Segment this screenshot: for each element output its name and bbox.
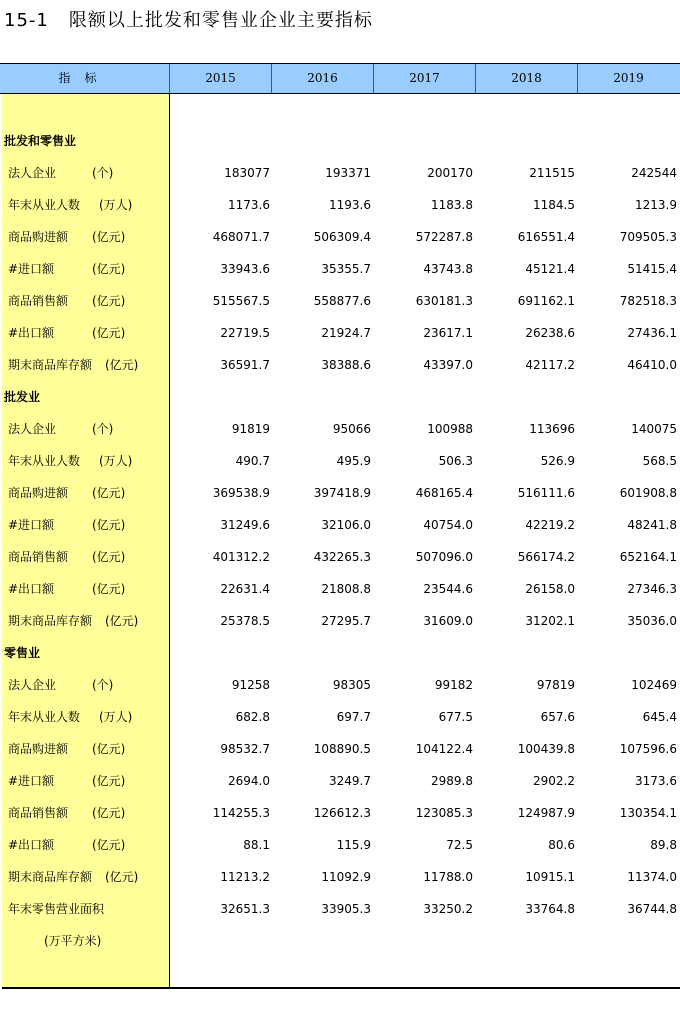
table-row [0, 706, 680, 728]
cell-value: 33905.3 [321, 902, 371, 916]
cell-value: 99182 [434, 678, 473, 692]
cell-value: 51415.4 [627, 262, 677, 276]
table-row [0, 802, 680, 824]
table-row [0, 226, 680, 248]
cell-value: 691162.1 [517, 294, 575, 308]
cell-value: 10915.1 [525, 870, 575, 884]
cell-value: 506309.4 [313, 230, 371, 244]
cell-value: 48241.8 [627, 518, 677, 532]
cell-value: 566174.2 [517, 550, 575, 564]
cell-value: 126612.3 [313, 806, 371, 820]
cell-value: 572287.8 [415, 230, 473, 244]
cell-value: 22719.5 [220, 326, 270, 340]
row-label: 商品购进额 [8, 230, 69, 244]
row-label: 法人企业 [8, 166, 57, 180]
row-label: 年末从业人数 [8, 454, 81, 468]
header-year: 2019 [577, 64, 679, 93]
cell-value: 468165.4 [415, 486, 473, 500]
cell-value: 115.9 [336, 838, 371, 852]
cell-value: 97819 [536, 678, 575, 692]
cell-value: 568.5 [642, 454, 677, 468]
cell-value: 38388.6 [321, 358, 371, 372]
cell-value: 11213.2 [220, 870, 270, 884]
cell-value: 113696 [529, 422, 575, 436]
row-label: 年末从业人数 [8, 198, 81, 212]
cell-value: 3249.7 [329, 774, 371, 788]
cell-value: 11374.0 [627, 870, 677, 884]
row-label: 期末商品库存额 [8, 870, 93, 884]
row-unit: (亿元) [92, 230, 126, 244]
row-unit: (亿元) [92, 838, 126, 852]
row-label: 期末商品库存额 [8, 358, 93, 372]
cell-value: 45121.4 [525, 262, 575, 276]
table-row [0, 514, 680, 536]
row-unit: (亿元) [92, 294, 126, 308]
cell-value: 42219.2 [525, 518, 575, 532]
cell-value: 114255.3 [212, 806, 270, 820]
header-indicator: 指标 [58, 71, 111, 85]
cell-value: 193371 [325, 166, 371, 180]
cell-value: 26238.6 [525, 326, 575, 340]
cell-value: 27346.3 [627, 582, 677, 596]
cell-value: 516111.6 [517, 486, 575, 500]
cell-value: 43397.0 [423, 358, 473, 372]
cell-value: 401312.2 [212, 550, 270, 564]
cell-value: 601908.8 [619, 486, 677, 500]
cell-value: 102469 [631, 678, 677, 692]
cell-value: 33943.6 [220, 262, 270, 276]
table-row [0, 194, 680, 216]
table-row [0, 450, 680, 472]
cell-value: 183077 [224, 166, 270, 180]
cell-value: 31249.6 [220, 518, 270, 532]
cell-value: 46410.0 [627, 358, 677, 372]
row-label: #进口额 [8, 262, 55, 276]
cell-value: 11092.9 [321, 870, 371, 884]
row-label: #出口额 [8, 838, 55, 852]
cell-value: 100988 [427, 422, 473, 436]
row-unit: (万人) [99, 710, 133, 724]
table-row [0, 322, 680, 344]
table-row [0, 930, 680, 952]
cell-value: 645.4 [642, 710, 677, 724]
cell-value: 35355.7 [321, 262, 371, 276]
cell-value: 27295.7 [321, 614, 371, 628]
table-row [0, 578, 680, 600]
cell-value: 27436.1 [627, 326, 677, 340]
row-unit: (亿元) [92, 742, 126, 756]
cell-value: 124987.9 [517, 806, 575, 820]
cell-value: 32651.3 [220, 902, 270, 916]
row-label: 商品购进额 [8, 486, 69, 500]
header-year: 2018 [475, 64, 577, 93]
cell-value: 91819 [231, 422, 270, 436]
cell-value: 657.6 [540, 710, 575, 724]
cell-value: 123085.3 [415, 806, 473, 820]
cell-value: 1183.8 [431, 198, 473, 212]
row-label: (万平方米) [44, 934, 102, 948]
header-year: 2017 [373, 64, 475, 93]
cell-value: 515567.5 [212, 294, 270, 308]
row-unit: (亿元) [92, 326, 126, 340]
cell-value: 1213.9 [635, 198, 677, 212]
cell-value: 495.9 [336, 454, 371, 468]
cell-value: 23544.6 [423, 582, 473, 596]
cell-value: 107596.6 [619, 742, 677, 756]
table-row [0, 738, 680, 760]
cell-value: 2989.8 [431, 774, 473, 788]
cell-value: 211515 [529, 166, 575, 180]
cell-value: 140075 [631, 422, 677, 436]
table-row [0, 834, 680, 856]
table-number: 15-1 [4, 10, 49, 31]
cell-value: 33250.2 [423, 902, 473, 916]
row-unit: (个) [92, 678, 114, 692]
header-year: 2016 [271, 64, 373, 93]
row-label: 商品购进额 [8, 742, 69, 756]
table-header [0, 63, 680, 94]
row-unit: (万人) [99, 198, 133, 212]
row-unit: (个) [92, 166, 114, 180]
cell-value: 95066 [332, 422, 371, 436]
cell-value: 108890.5 [313, 742, 371, 756]
cell-value: 88.1 [243, 838, 270, 852]
cell-value: 36591.7 [220, 358, 270, 372]
cell-value: 35036.0 [627, 614, 677, 628]
cell-value: 89.8 [650, 838, 677, 852]
cell-value: 490.7 [235, 454, 270, 468]
row-label: #出口额 [8, 582, 55, 596]
section-header [0, 130, 680, 152]
cell-value: 432265.3 [313, 550, 371, 564]
table-title: 限额以上批发和零售业企业主要指标 [68, 10, 373, 31]
table-bottom-rule [2, 987, 680, 989]
cell-value: 2694.0 [228, 774, 270, 788]
row-label: #出口额 [8, 326, 55, 340]
cell-value: 526.9 [540, 454, 575, 468]
cell-value: 80.6 [548, 838, 575, 852]
cell-value: 507096.0 [415, 550, 473, 564]
cell-value: 3173.6 [635, 774, 677, 788]
header-year: 2015 [169, 64, 271, 93]
cell-value: 31609.0 [423, 614, 473, 628]
table-row [0, 418, 680, 440]
cell-value: 677.5 [438, 710, 473, 724]
cell-value: 709505.3 [619, 230, 677, 244]
row-unit: (亿元) [92, 806, 126, 820]
cell-value: 32106.0 [321, 518, 371, 532]
cell-value: 26158.0 [525, 582, 575, 596]
cell-value: 104122.4 [415, 742, 473, 756]
cell-value: 369538.9 [212, 486, 270, 500]
cell-value: 506.3 [438, 454, 473, 468]
row-label: 法人企业 [8, 422, 57, 436]
cell-value: 242544 [631, 166, 677, 180]
table-row [0, 482, 680, 504]
table-row [0, 866, 680, 888]
cell-value: 782518.3 [619, 294, 677, 308]
table-row [0, 546, 680, 568]
cell-value: 33764.8 [525, 902, 575, 916]
cell-value: 31202.1 [525, 614, 575, 628]
row-label: 商品销售额 [8, 806, 69, 820]
row-unit: (亿元) [92, 486, 126, 500]
cell-value: 2902.2 [533, 774, 575, 788]
table-row [0, 354, 680, 376]
cell-value: 23617.1 [423, 326, 473, 340]
row-unit: (亿元) [92, 518, 126, 532]
table-row [0, 258, 680, 280]
cell-value: 468071.7 [212, 230, 270, 244]
cell-value: 652164.1 [619, 550, 677, 564]
row-unit: (亿元) [92, 774, 126, 788]
table-row [0, 770, 680, 792]
cell-value: 21924.7 [321, 326, 371, 340]
cell-value: 11788.0 [423, 870, 473, 884]
row-label: 商品销售额 [8, 294, 69, 308]
section-title: 批发和零售业 [4, 134, 77, 148]
row-unit: (亿元) [92, 582, 126, 596]
section-header [0, 642, 680, 664]
cell-value: 72.5 [446, 838, 473, 852]
cell-value: 200170 [427, 166, 473, 180]
row-unit: (亿元) [105, 614, 139, 628]
section-title: 批发业 [4, 390, 41, 404]
cell-value: 42117.2 [525, 358, 575, 372]
cell-value: 558877.6 [313, 294, 371, 308]
row-unit: (个) [92, 422, 114, 436]
row-label: #进口额 [8, 774, 55, 788]
row-unit: (亿元) [105, 870, 139, 884]
row-label: #进口额 [8, 518, 55, 532]
row-unit: (亿元) [92, 550, 126, 564]
table-row [0, 898, 680, 920]
row-label: 法人企业 [8, 678, 57, 692]
cell-value: 1173.6 [228, 198, 270, 212]
row-label: 期末商品库存额 [8, 614, 93, 628]
cell-value: 630181.3 [415, 294, 473, 308]
page-title [4, 6, 373, 32]
row-unit: (亿元) [105, 358, 139, 372]
row-unit: (万人) [99, 454, 133, 468]
row-unit: (亿元) [92, 262, 126, 276]
cell-value: 40754.0 [423, 518, 473, 532]
cell-value: 130354.1 [619, 806, 677, 820]
row-label: 年末从业人数 [8, 710, 81, 724]
cell-value: 682.8 [235, 710, 270, 724]
table-row [0, 610, 680, 632]
cell-value: 43743.8 [423, 262, 473, 276]
table-row [0, 674, 680, 696]
cell-value: 98532.7 [220, 742, 270, 756]
cell-value: 25378.5 [220, 614, 270, 628]
section-header [0, 386, 680, 408]
cell-value: 36744.8 [627, 902, 677, 916]
cell-value: 616551.4 [517, 230, 575, 244]
section-title: 零售业 [4, 646, 41, 660]
cell-value: 697.7 [336, 710, 371, 724]
cell-value: 22631.4 [220, 582, 270, 596]
row-label: 年末零售营业面积 [8, 902, 105, 916]
cell-value: 100439.8 [517, 742, 575, 756]
cell-value: 98305 [332, 678, 371, 692]
cell-value: 1193.6 [329, 198, 371, 212]
cell-value: 91258 [231, 678, 270, 692]
row-label: 商品销售额 [8, 550, 69, 564]
cell-value: 21808.8 [321, 582, 371, 596]
cell-value: 1184.5 [533, 198, 575, 212]
table-row [0, 290, 680, 312]
table-row [0, 162, 680, 184]
cell-value: 397418.9 [313, 486, 371, 500]
